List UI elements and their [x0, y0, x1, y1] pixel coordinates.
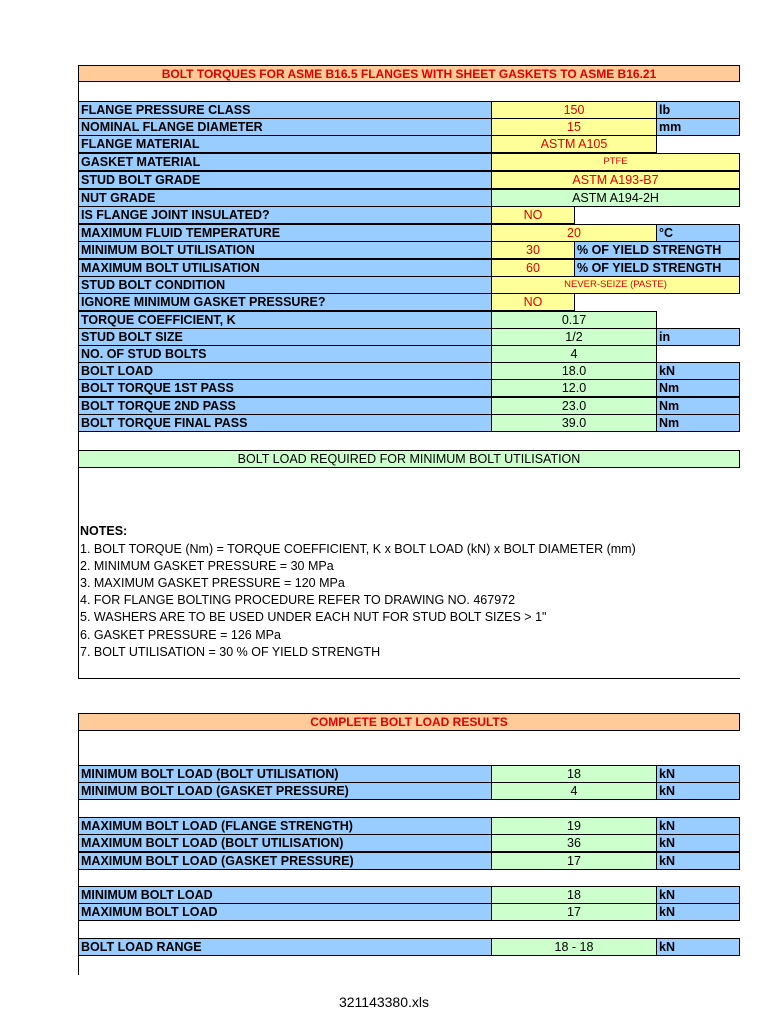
- stud-count-label: NO. OF STUD BOLTS: [78, 345, 492, 363]
- torque-1st-value: 12.0: [491, 379, 657, 397]
- max-load-label: MAXIMUM BOLT LOAD: [78, 903, 492, 921]
- max-utilisation-input[interactable]: 60: [491, 259, 575, 277]
- note-item: 1. BOLT TORQUE (Nm) = TORQUE COEFFICIENT, K x BOLT LOAD (kN) x BOLT DIAMETER (mm): [80, 542, 636, 556]
- min-load-value: 18: [491, 886, 657, 904]
- bolt-condition-input[interactable]: NEVER-SEIZE (PASTE): [491, 276, 740, 294]
- torque-2nd-unit: Nm: [656, 397, 740, 415]
- kn-unit: kN: [656, 817, 740, 835]
- gasket-material-input[interactable]: PTFE: [491, 153, 740, 171]
- stud-grade-input[interactable]: ASTM A193-B7: [491, 171, 740, 189]
- torque-coefficient-label: TORQUE COEFFICIENT, K: [78, 311, 492, 329]
- bolt-load-unit: kN: [656, 362, 740, 380]
- gasket-material-label: GASKET MATERIAL: [78, 153, 492, 171]
- stud-grade-label: STUD BOLT GRADE: [78, 171, 492, 189]
- min-load-util-value: 18: [491, 765, 657, 783]
- bolt-load-label: BOLT LOAD: [78, 362, 492, 380]
- load-range-label: BOLT LOAD RANGE: [78, 938, 492, 956]
- max-load-gasket-value: 17: [491, 852, 657, 870]
- nominal-diameter-unit: mm: [656, 118, 740, 136]
- min-utilisation-input[interactable]: 30: [491, 241, 575, 259]
- insulated-label: IS FLANGE JOINT INSULATED?: [78, 206, 492, 224]
- temperature-label: MAXIMUM FLUID TEMPERATURE: [78, 224, 492, 242]
- sheet-bottom-border: [78, 678, 740, 679]
- stud-size-value: 1/2: [491, 328, 657, 346]
- max-load-flange-label: MAXIMUM BOLT LOAD (FLANGE STRENGTH): [78, 817, 492, 835]
- note-item: 7. BOLT UTILISATION = 30 % OF YIELD STRENGTH: [80, 645, 381, 659]
- kn-unit: kN: [656, 852, 740, 870]
- stud-size-label: STUD BOLT SIZE: [78, 328, 492, 346]
- flange-material-label: FLANGE MATERIAL: [78, 135, 492, 153]
- nut-grade-value: ASTM A194-2H: [491, 189, 740, 207]
- max-utilisation-label: MAXIMUM BOLT UTILISATION: [78, 259, 492, 277]
- note-item: 6. GASKET PRESSURE = 126 MPa: [80, 628, 281, 642]
- flange-class-input[interactable]: 150: [491, 101, 657, 119]
- torque-final-unit: Nm: [656, 414, 740, 432]
- ignore-gasket-label: IGNORE MINIMUM GASKET PRESSURE?: [78, 293, 492, 311]
- temperature-unit: °C: [656, 224, 740, 242]
- bolt-condition-label: STUD BOLT CONDITION: [78, 276, 492, 294]
- kn-unit: kN: [656, 903, 740, 921]
- note-item: 5. WASHERS ARE TO BE USED UNDER EACH NUT FOR STUD BOLT SIZES > 1": [80, 610, 547, 624]
- nominal-diameter-input[interactable]: 15: [491, 118, 657, 136]
- nut-grade-label: NUT GRADE: [78, 189, 492, 207]
- sheet-title: BOLT TORQUES FOR ASME B16.5 FLANGES WITH SHEET GASKETS TO ASME B16.21: [78, 65, 740, 82]
- insulated-input[interactable]: NO: [491, 206, 575, 224]
- min-load-util-label: MINIMUM BOLT LOAD (BOLT UTILISATION): [78, 765, 492, 783]
- bolt-load-value: 18.0: [491, 362, 657, 380]
- max-utilisation-unit: % OF YIELD STRENGTH: [574, 259, 740, 277]
- max-load-util-label: MAXIMUM BOLT LOAD (BOLT UTILISATION): [78, 834, 492, 852]
- min-load-gasket-label: MINIMUM BOLT LOAD (GASKET PRESSURE): [78, 782, 492, 800]
- kn-unit: kN: [656, 834, 740, 852]
- torque-coefficient-value: 0.17: [491, 311, 657, 329]
- torque-1st-unit: Nm: [656, 379, 740, 397]
- note-item: 3. MAXIMUM GASKET PRESSURE = 120 MPa: [80, 576, 345, 590]
- note-item: 2. MINIMUM GASKET PRESSURE = 30 MPa: [80, 559, 334, 573]
- stud-size-unit: in: [656, 328, 740, 346]
- min-load-label: MINIMUM BOLT LOAD: [78, 886, 492, 904]
- notes-heading: NOTES:: [80, 524, 128, 538]
- temperature-input[interactable]: 20: [491, 224, 657, 242]
- footer-filename: 321143380.xls: [338, 994, 430, 1010]
- min-load-gasket-value: 4: [491, 782, 657, 800]
- flange-material-input[interactable]: ASTM A105: [491, 135, 657, 153]
- torque-final-label: BOLT TORQUE FINAL PASS: [78, 414, 492, 432]
- min-utilisation-banner: BOLT LOAD REQUIRED FOR MINIMUM BOLT UTILISATION: [78, 450, 740, 468]
- note-item: 4. FOR FLANGE BOLTING PROCEDURE REFER TO DRAWING NO. 467972: [80, 593, 516, 607]
- min-utilisation-unit: % OF YIELD STRENGTH: [574, 241, 740, 259]
- flange-class-unit: lb: [656, 101, 740, 119]
- max-load-flange-value: 19: [491, 817, 657, 835]
- max-load-util-value: 36: [491, 834, 657, 852]
- min-utilisation-label: MINIMUM BOLT UTILISATION: [78, 241, 492, 259]
- kn-unit: kN: [656, 765, 740, 783]
- kn-unit: kN: [656, 938, 740, 956]
- kn-unit: kN: [656, 886, 740, 904]
- load-range-value: 18 - 18: [491, 938, 657, 956]
- complete-results-title: COMPLETE BOLT LOAD RESULTS: [78, 713, 740, 731]
- stud-count-value: 4: [491, 345, 657, 363]
- max-load-gasket-label: MAXIMUM BOLT LOAD (GASKET PRESSURE): [78, 852, 492, 870]
- torque-2nd-label: BOLT TORQUE 2ND PASS: [78, 397, 492, 415]
- flange-class-label: FLANGE PRESSURE CLASS: [78, 101, 492, 119]
- torque-1st-label: BOLT TORQUE 1ST PASS: [78, 379, 492, 397]
- torque-final-value: 39.0: [491, 414, 657, 432]
- torque-2nd-value: 23.0: [491, 397, 657, 415]
- max-load-value: 17: [491, 903, 657, 921]
- kn-unit: kN: [656, 782, 740, 800]
- nominal-diameter-label: NOMINAL FLANGE DIAMETER: [78, 118, 492, 136]
- ignore-gasket-input[interactable]: NO: [491, 293, 575, 311]
